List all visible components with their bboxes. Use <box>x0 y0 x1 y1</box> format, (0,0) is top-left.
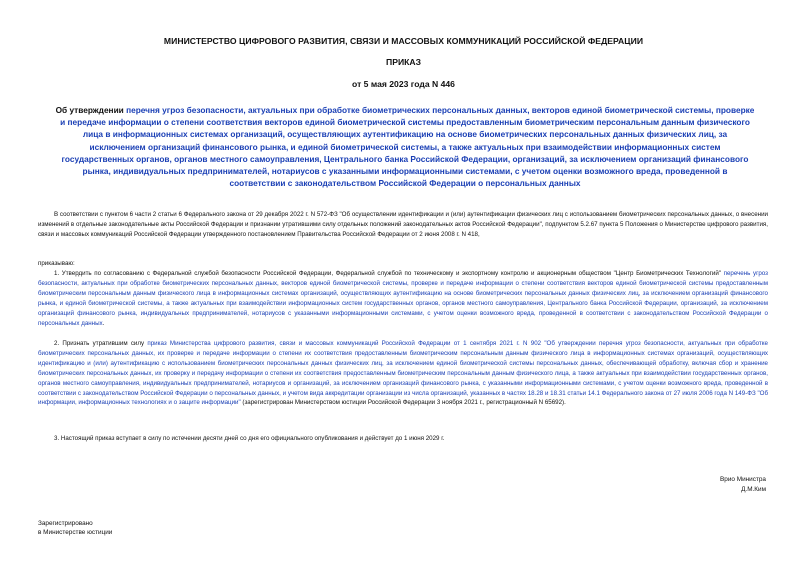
order-item-2 <box>38 339 768 408</box>
page-title <box>55 104 755 189</box>
item-2-end: (зарегистрирован Министерством юстиции Российской Федерации 3 ноября 2021 г., регистрационный N 65692). <box>240 399 566 407</box>
document-type: ПРИКАЗ <box>386 57 421 67</box>
registration-line-2: в Министерстве юстиции <box>38 529 113 536</box>
item-1-text: 1. Утвердить по согласованию с Федеральной службой безопасности Российской Федерации, Федеральной службой по техническому и экспортному контролю и акционерным обществом "Центр Биометрических Технологий" <box>54 270 724 277</box>
order-item-3: 3. Настоящий приказ вступает в силу по истечении десяти дней со дня его официального опубликования и действует до 1 июня 2029 г. <box>54 435 445 442</box>
item-2-link[interactable]: приказ Министерства цифрового развития, связи и массовых коммуникаций Российской Федерации от 1 сентября 2021 г. N 902 "Об утверждении перечня угроз безопасности, актуальных при обработке биометрических персональных данных, их проверке и передаче информации о степени их соответствия предоставленным биометрическим персональным данным физического лица в информационных системах организаций, осуществляющих идентификацию и (или) аутентификацию с использованием биометрических персональных данных физических лиц, за исключением единой биометрической системы персональных данных, обеспечивающей обработку, включая сбор и хранение биометрических персональных данных, их проверку и передачу информации о степени их соответствия предоставленным биометрическим персональным данным физического лица, а также актуальных при взаимодействии государственных органов, органов местного самоуправления, индивидуальных предпринимателей, нотариусов и организаций, за исключением организаций финансового рынка, с указанными информационными системами, с учетом оценки возможного вреда, проведенной в соответствии с законодательством Российской Федерации о персональных данных, и учетом вида аккредитации организации из числа организаций, указанных в частях 18.28 и 18.31 статьи 14.1 Федерального закона от 27 июля 2006 года N 149-ФЗ "Об информации, информационных технологиях и о защите информации" <box>38 340 768 407</box>
order-item-1 <box>38 269 768 328</box>
item-1-link[interactable]: перечень угроз безопасности, актуальных при обработке биометрических персональных данных, векторов единой биометрической системы, проверке и передаче информации о степени соответствия векторов единой биометрической системы предоставленным биометрическим персональным данным физического лица в информационных системах организаций, осуществляющих аутентификацию на основе биометрических персональных данных физических лиц, за исключением организаций финансового рынка, и единой биометрической системы, а также актуальных при взаимодействии информационных систем государственных органов, органов местного самоуправления, Центрального банка Российской Федерации, организаций, за исключением организаций финансового рынка, индивидуальных предпринимателей, нотариусов с указанными информационными системами, с учетом оценки возможного вреда, проведенной в соответствии с законодательством Российской Федерации о персональных данных <box>38 270 769 327</box>
title-link[interactable]: перечня угроз безопасности, актуальных при обработке биометрических персональных данных, векторов единой биометрической системы, проверке и передаче информации о степени соответствия векторов единой биометрической системы предоставленным биометрическим персональным данным физического лица в информационных системах организаций, осуществляющих аутентификацию на основе биометрических персональных данных физических лиц, за исключением организаций финансового рынка, и единой биометрической системы, а также актуальных при взаимодействии информационных систем государственных органов, органов местного самоуправления, Центрального банка Российской Федерации, организаций, за исключением организаций финансового рынка, индивидуальных предпринимателей, нотариусов с указанными информационными системами, с учетом оценки возможного вреда, проведенной в соответствии с законодательством Российской Федерации о персональных данных <box>60 105 755 189</box>
signatory-name: Д.М.Ким <box>741 486 766 493</box>
order-date-number: от 5 мая 2023 года N 446 <box>352 79 455 89</box>
title-prefix: Об утверждении <box>55 105 127 115</box>
registration-line-1: Зарегистрировано <box>38 520 93 527</box>
item-2-text: 2. Признать утратившим силу <box>54 340 148 347</box>
order-word: приказываю: <box>38 260 75 267</box>
signatory-position: Врио Министра <box>720 476 766 483</box>
item-1-end: . <box>102 319 105 327</box>
ministry-heading: МИНИСТЕРСТВО ЦИФРОВОГО РАЗВИТИЯ, СВЯЗИ И МАССОВЫХ КОММУНИКАЦИЙ РОССИЙСКОЙ ФЕДЕРАЦИИ <box>163 36 644 46</box>
preamble-paragraph: В соответствии с пунктом 6 части 2 статьи 6 Федерального закона от 29 декабря 2022 г. N 572-ФЗ "Об осуществлении идентификации и (или) аутентификации физических лиц с использованием биометрических персональных данных, о внесении изменений в отдельные законодательные акты Российской Федерации и признании утратившими силу отдельных положений законодательных актов Российской Федерации", подпунктом 5.2.67 пункта 5 Положения о Министерстве цифрового развития, связи и массовых коммуникаций Российской Федерации утвержденного постановлением Правительства Российской Федерации от 2 июня 2008 г. N 418, <box>38 211 768 238</box>
